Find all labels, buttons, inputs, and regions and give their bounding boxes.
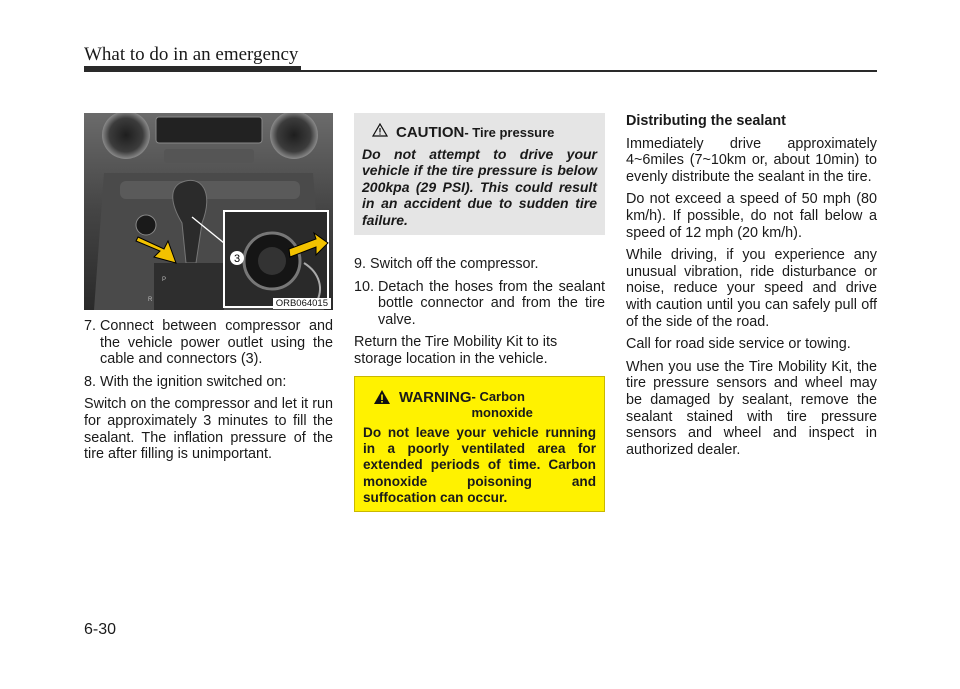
step-text: Connect between compressor and the vehicle power outlet using the cable and connectors (3).: [100, 318, 333, 368]
caution-body: Do not attempt to drive your vehicle if the tire pressure is below 200kpa (29 PSI). This could result in an accident due to sudden tire failure.: [362, 146, 597, 228]
compressor-paragraph: Switch on the compressor and let it run for approximately 3 minutes to fill the sealant. The inflation pressure of the tire after filling is unimportant.: [84, 396, 333, 463]
section-heading: Distributing the sealant: [626, 113, 786, 129]
figure-caption: ORB064015: [273, 298, 331, 309]
warning-triangle-icon: [373, 389, 391, 410]
dashboard-power-outlet-photo: [84, 113, 333, 310]
left-column: [84, 318, 333, 469]
towing-paragraph: Call for road side service or towing.: [626, 336, 851, 353]
step-text: With the ignition switched on:: [100, 373, 287, 390]
warning-subtitle: - Carbon monoxide: [471, 389, 533, 420]
step-number: 9.: [354, 256, 367, 272]
step-number: 10.: [354, 278, 375, 295]
caution-title: CAUTION: [396, 124, 465, 141]
step-7: [84, 318, 333, 368]
page-number: 6-30: [84, 621, 117, 638]
warning-title: WARNING: [399, 389, 472, 406]
right-column: [626, 113, 877, 464]
caution-box: [354, 113, 605, 235]
warning-triangle-icon: [372, 123, 388, 142]
storage-paragraph: Return the Tire Mobility Kit to its storage location in the vehicle.: [354, 334, 558, 367]
vibration-paragraph: While driving, if you experience any unusual vibration, ride disturbance or noise, reduce your speed and drive with caution until you can safely pull off of the side of the road.: [626, 247, 877, 330]
distribute-paragraph: Immediately drive approximately 4~6miles (7~10km or, about 10min) to evenly distribute the sealant in the tire.: [626, 135, 877, 185]
header-rule-thin: [301, 70, 877, 72]
callout-number: 3: [233, 253, 241, 265]
step-text: Switch off the compressor.: [370, 256, 539, 272]
section-title: What to do in an emergency: [84, 44, 299, 65]
middle-column: [354, 256, 605, 374]
sensor-paragraph: When you use the Tire Mobility Kit, the tire pressure sensors and wheel may be damaged by sealant, remove the sealant stained with tire pressure sensors and wheel and inspect in authorized dealer.: [626, 358, 877, 458]
step-9: [354, 256, 605, 273]
header-rule-thick: [84, 66, 301, 72]
step-10: [354, 279, 605, 329]
gear-letter-p: P: [162, 277, 167, 283]
warning-body: Do not leave your vehicle running in a poorly ventilated area for extended periods of time. Carbon monoxide poisoning and suffocation can occur.: [363, 425, 596, 505]
gear-letter-r: R: [148, 297, 153, 303]
speed-paragraph: Do not exceed a speed of 50 mph (80 km/h). If possible, do not fall below a speed of 12 mph (20 km/h).: [626, 191, 877, 241]
step-number: 7.: [84, 318, 97, 334]
step-text: Detach the hoses from the sealant bottle connector and from the tire valve.: [378, 278, 605, 328]
step-8: [84, 374, 333, 391]
caution-subtitle: - Tire pressure: [464, 125, 555, 140]
step-number: 8.: [84, 373, 97, 390]
warning-box: [354, 376, 605, 512]
